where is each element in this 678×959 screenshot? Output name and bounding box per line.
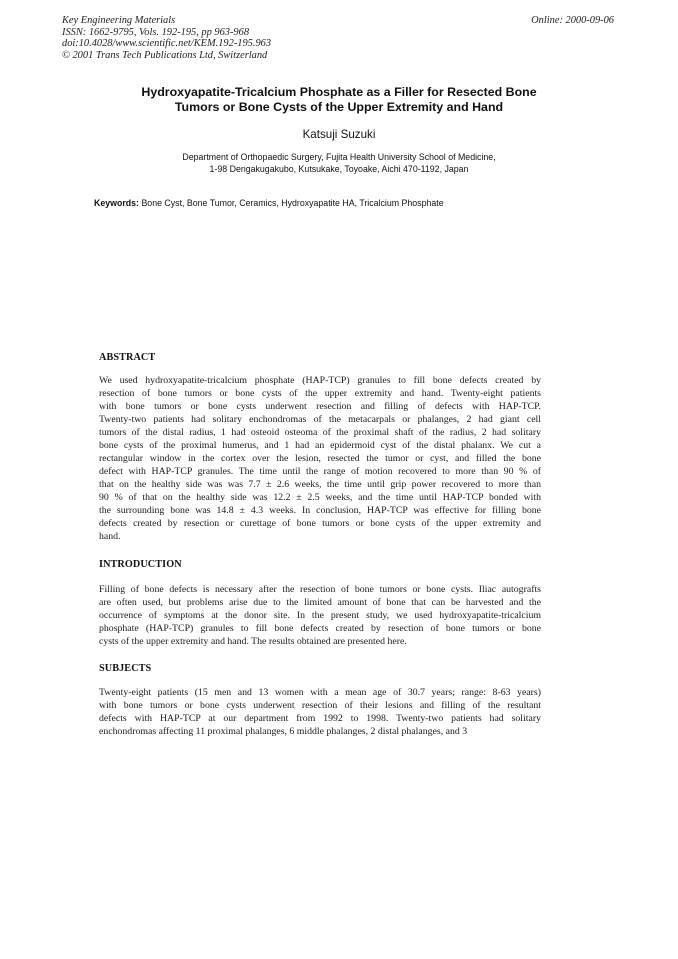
journal-name: Key Engineering Materials xyxy=(62,15,176,26)
title-line-2: Tumors or Bone Cysts of the Upper Extremity and Hand xyxy=(174,100,504,114)
abstract-line: the surrounding bone was 14.8 ± 4.3 weeks. In conclusion, HAP-TCP was effective for filling bone xyxy=(99,505,541,516)
copyright-line: © 2001 Trans Tech Publications Ltd, Switzerland xyxy=(62,49,268,61)
subjects-heading: SUBJECTS xyxy=(99,663,152,674)
abstract-line: that on the healthy side was was 7.7 ± 2.6 weeks, the time until grip power recovered to more than xyxy=(99,479,541,490)
introduction-body xyxy=(99,584,541,648)
subjects-body xyxy=(99,687,541,739)
abstract-line: rectangular window in the cortex over the lesion, resected the tumor or cyst, and filled the bone xyxy=(99,453,541,464)
abstract-line: with bone tumors or bone cysts underwent resection and filling of defects with HAP-TCP. xyxy=(99,401,541,412)
keywords-text: Bone Cyst, Bone Tumor, Ceramics, Hydroxyapatite HA, Tricalcium Phosphate xyxy=(141,198,444,208)
abstract-line: defects created by resection or curettage of bone tumors or bone cysts of the upper extremity and xyxy=(99,518,541,529)
affiliation xyxy=(80,151,598,176)
introduction-line: Filling of bone defects is necessary after the resection of bone tumors or bone cysts. Iliac autografts xyxy=(99,584,541,595)
introduction-line: phosphate (HAP-TCP) granules to fill bone defects created by resection of bone tumors or bone xyxy=(99,622,541,634)
abstract-line: tumors of the distal radius, 1 had osteoid osteoma of the proximal shaft of the radius, 2 had solitary xyxy=(99,427,541,438)
subjects-line: with bone tumors or bone cysts underwent resection of their lesions and filling of the resultant xyxy=(99,699,541,711)
doi-line: doi:10.4028/www.scientific.net/KEM.192-195.963 xyxy=(62,38,272,50)
abstract-body xyxy=(99,374,541,543)
introduction-line: cysts of the upper extremity and hand. The results obtained are presented here. xyxy=(99,635,407,647)
keywords xyxy=(94,197,594,209)
abstract-line: resection of bone tumors or bone cysts of the upper extremity and hand. Twenty-eight patients xyxy=(99,388,541,399)
keywords-label: Keywords: xyxy=(94,198,139,208)
online-date: Online: 2000-09-06 xyxy=(531,15,614,26)
abstract-line: defect with HAP-TCP granules. The time until the range of motion recovered to more than 90 % of xyxy=(99,466,541,477)
introduction-heading: INTRODUCTION xyxy=(99,559,182,570)
paper-title xyxy=(80,85,598,115)
subjects-line: Twenty-eight patients (15 men and 13 women with a mean age of 30.7 years; range: 8-63 years) xyxy=(99,687,541,698)
journal-header xyxy=(62,15,422,61)
abstract-line: 90 % of that on the healthy side was 12.2 ± 2.5 weeks, and the time until HAP-TCP bonded with xyxy=(99,492,541,503)
introduction-line: are often used, but problems arise due to the limited amount of bone that can be harvested and the xyxy=(99,596,541,608)
abstract-heading: ABSTRACT xyxy=(99,352,156,363)
abstract-line: hand. xyxy=(99,531,121,542)
issn-line: ISSN: 1662-9795, Vols. 192-195, pp 963-968 xyxy=(62,26,250,38)
abstract-line: bone cysts of the proximal humerus, and 1 had an epidermoid cyst of the distal phalanx. We cut a xyxy=(99,440,541,451)
subjects-line: defects with HAP-TCP at our department from 1992 to 1998. Twenty-two patients had solitary xyxy=(99,712,541,724)
abstract-line: We used hydroxyapatite-tricalcium phosphate (HAP-TCP) granules to fill bone defects created by xyxy=(99,375,541,386)
title-line-1: Hydroxyapatite-Tricalcium Phosphate as a Filler for Resected Bone xyxy=(141,85,537,99)
affiliation-line-2: 1-98 Dengakugakubo, Kutsukake, Toyoake, Aichi 470-1192, Japan xyxy=(209,164,469,175)
abstract-line: Twenty-two patients had solitary enchondromas of the metacarpals or phalanges, 2 had giant cell xyxy=(99,414,541,425)
introduction-line: occurrence of symptoms at the donor site. In the present study, we used hydroxyapatite-tricalcium xyxy=(99,609,541,621)
affiliation-line-1: Department of Orthopaedic Surgery, Fujita Health University School of Medicine, xyxy=(182,152,496,162)
subjects-line: enchondromas affecting 11 proximal phalanges, 6 middle phalanges, 2 distal phalanges, and 3 xyxy=(99,725,468,737)
author-name: Katsuji Suzuki xyxy=(302,128,376,141)
